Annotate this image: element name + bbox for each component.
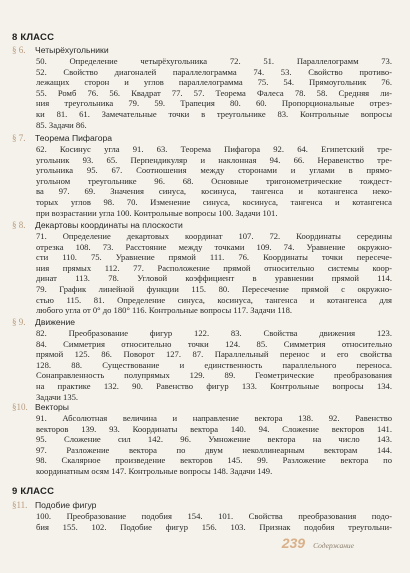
section-number: § 7.: [12, 133, 26, 143]
text-line: ния прямых 112. 77. Расположение прямой относительно системы коор-: [36, 262, 392, 273]
section-number: § 6.: [12, 45, 26, 55]
text-line: 85. Задачи 86.: [36, 119, 87, 130]
text-line: угольник 93. 65. Перпендикуляр и наклонная 94. 66. Неравенство тре-: [36, 154, 392, 165]
text-line: отрезка 108. 73. Расстояние между точками 109. 74. Уравнение окружно-: [36, 241, 392, 252]
section-body-7: [36, 144, 392, 218]
text-line: на практике 132. 90. Равенство фигур 133. Контрольные вопросы 134.: [36, 380, 392, 391]
section-title: Декартовы координаты на плоскости: [35, 220, 183, 230]
text-line: 71. Определение декартовых координат 107. 72. Координаты середины: [36, 231, 392, 241]
text-line: при возрастании угла 100. Контрольные вопросы 100. Задачи 101.: [36, 207, 278, 218]
text-line: 55. Ромб 76. 56. Квадрат 77. 57. Теорема Фалеса 78. 58. Средняя ли-: [36, 87, 392, 98]
section-body-8: [36, 231, 392, 316]
text-line: прямой 125. 86. Поворот 127. 87. Параллельный перенос и его свойства: [36, 349, 392, 360]
text-line: 84. Симметрия относительно точки 124. 85. Симметрия относительно: [36, 338, 392, 349]
text-line: сти 110. 75. Уравнение прямой 111. 76. Координаты точки пересече-: [36, 252, 392, 263]
text-line: угольника 95. 67. Соотношения между сторонами и углами в прямо-: [36, 165, 392, 176]
text-line: 52. Свойство диагоналей параллелограмма 74. 53. Свойство противо-: [36, 66, 392, 77]
text-line: 82. Преобразование фигур 122. 83. Свойства движения 123.: [36, 328, 392, 338]
text-line: ки 81. 61. Замечательные точки в треугольнике 83. Контрольные вопросы: [36, 108, 392, 119]
text-line: Задачи 135.: [36, 391, 79, 402]
text-line: угольном треугольнике 96. 68. Основные тригонометрические тождест-: [36, 175, 392, 186]
section-body-10: [36, 413, 392, 477]
text-line: 62. Косинус угла 91. 63. Теорема Пифагора 92. 64. Египетский тре-: [36, 144, 392, 154]
section-heading-6: [12, 44, 109, 56]
text-line: любого угла от 0° до 180° 116. Контрольные вопросы 117. Задачи 118.: [36, 305, 293, 316]
text-line: ния треугольника 79. 59. Трапеция 80. 60. Пропорциональные отрез-: [36, 98, 392, 109]
section-number: §11.: [12, 500, 28, 510]
footer-caption: Содержание: [313, 541, 354, 550]
section-body-6: [36, 56, 392, 130]
section-number: §10.: [12, 402, 28, 412]
section-title: Теорема Пифагора: [35, 133, 113, 143]
page-number: 239: [281, 535, 306, 551]
section-heading-10: [12, 401, 69, 413]
section-body-11: [36, 511, 392, 532]
text-line: векторов 139. 93. Координаты вектора 140. 94. Сложение векторов 141.: [36, 423, 392, 434]
section-heading-11: [12, 499, 96, 511]
text-line: Сонаправленность полупрямых 129. 89. Геометрические преобразования: [36, 370, 392, 381]
section-body-9: [36, 328, 392, 402]
section-number: § 9.: [12, 317, 26, 327]
section-heading-9: [12, 316, 75, 328]
section-title: Подобие фигур: [35, 500, 97, 510]
text-line: 128. 88. Существование и единственность параллельного переноса.: [36, 359, 392, 370]
section-title: Четырёхугольники: [35, 45, 109, 55]
section-title: Векторы: [35, 402, 69, 412]
text-line: бия 155. 102. Подобие фигур 156. 103. Признак подобия треугольни-: [36, 521, 392, 532]
text-line: 95. Сложение сил 142. 96. Умножение вектора на число 143.: [36, 434, 392, 445]
text-line: ва 97. 69. Значения синуса, косинуса, тангенса и котангенса неко-: [36, 186, 392, 197]
section-heading-8: [12, 219, 183, 231]
grade-heading-9: 9 КЛАСС: [12, 486, 55, 497]
text-line: 97. Разложение вектора по двум неколлинеарным векторам 144.: [36, 444, 392, 455]
text-line: стью 115. 81. Определение синуса, косинуса, тангенса и котангенса для: [36, 294, 392, 305]
text-line: координатным осям 147. Контрольные вопросы 148. Задачи 149.: [36, 465, 273, 476]
text-line: 91. Абсолютная величина и направление вектора 138. 92. Равенство: [36, 413, 392, 423]
text-line: 100. Преобразование подобия 154. 101. Свойства преобразования подо-: [36, 511, 392, 521]
section-number: § 8.: [12, 220, 26, 230]
text-line: динат 113. 78. Угловой коэффициент в уравнении прямой 114.: [36, 273, 392, 284]
text-line: 98. Скалярное произведение векторов 145. 99. Разложение вектора по: [36, 455, 392, 466]
text-line: 79. График линейной функции 115. 80. Пересечение прямой с окружно-: [36, 283, 392, 294]
grade-heading-8: 8 КЛАСС: [12, 32, 55, 43]
section-title: Движение: [35, 317, 76, 327]
page-footer: [282, 535, 354, 553]
text-line: лежащих сторон и углов параллелограмма 75. 54. Прямоугольник 76.: [36, 77, 392, 88]
section-heading-7: [12, 132, 112, 144]
text-line: 50. Определение четырёхугольника 72. 51. Параллелограмм 73.: [36, 56, 392, 66]
text-line: торых углов 98. 70. Изменение синуса, косинуса, тангенса и котангенса: [36, 196, 392, 207]
